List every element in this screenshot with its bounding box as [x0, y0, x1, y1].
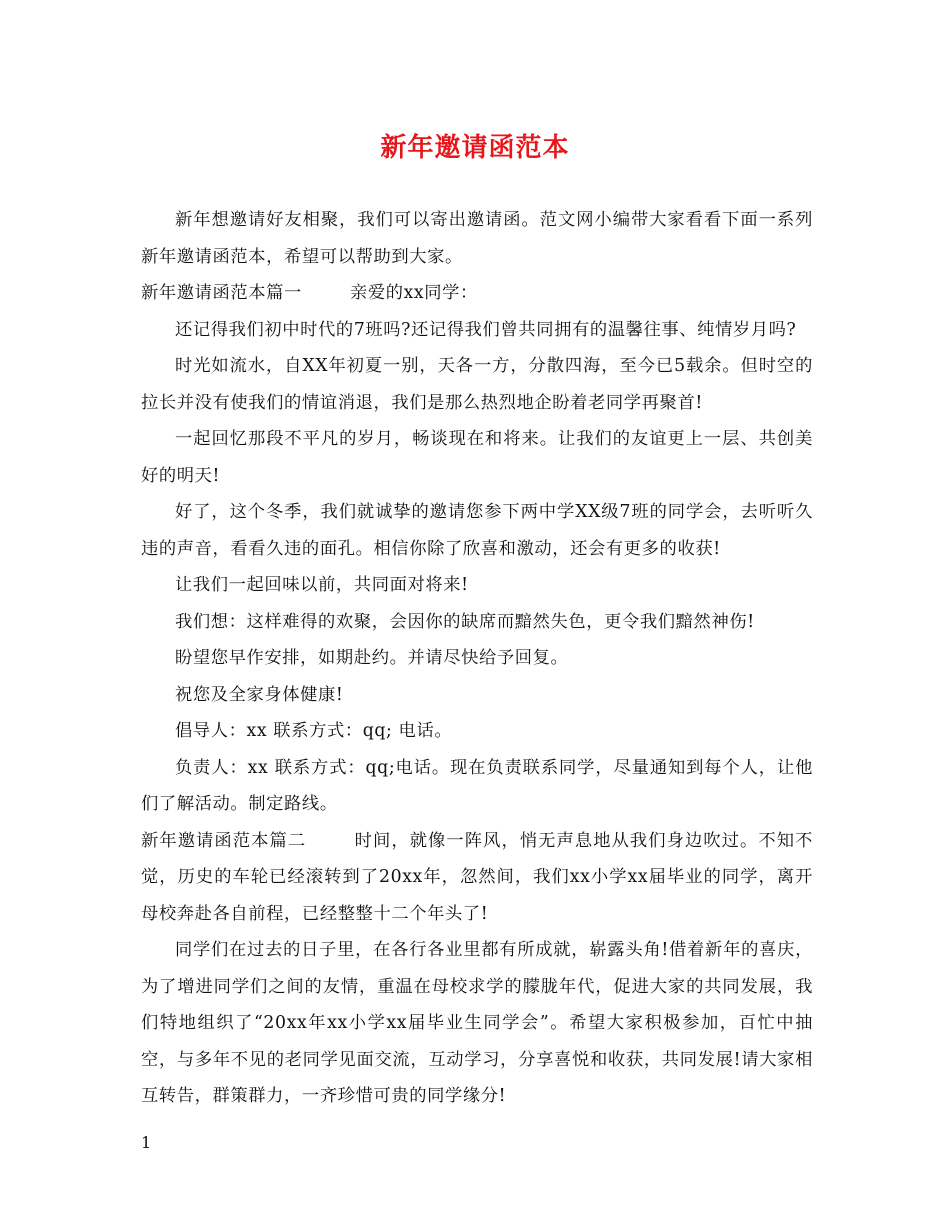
paragraph: 盼望您早作安排，如期赴约。并请尽快给予回复。 [175, 648, 569, 668]
section1-heading: 新年邀请函范本篇一 [141, 283, 302, 303]
intro-paragraph: 新年想邀请好友相聚，我们可以寄出邀请函。范文网小编带大家看看下面一系列新年邀请函范本，希望可以帮助到大家。 [141, 210, 813, 267]
page-number: 1 [141, 1133, 152, 1152]
section2-lead: 时间，就像一阵风，悄无声息地从我们身边吹过。不知不觉，历史的车轮已经滚转到了20xx年，忽然间，我们xx小学xx届毕业的同学，离开母校奔赴各自前程，已经整整十二个年头了! [141, 830, 813, 924]
section1-heading-line [141, 275, 813, 312]
section2-heading: 新年邀请函范本篇二 [141, 830, 307, 851]
document-body [141, 202, 813, 1115]
document-title: 新年邀请函范本 [380, 133, 570, 163]
paragraph: 时光如流水，自XX年初夏一别，天各一方，分散四海，至今已5载余。但时空的拉长并没有使我们的情谊消退，我们是那么热烈地企盼着老同学再聚首! [141, 356, 813, 413]
paragraph: 好了，这个冬季，我们就诚挚的邀请您参下两中学XX级7班的同学会，去听听久违的声音，看看久违的面孔。相信你除了欣喜和激动，还会有更多的收获! [141, 502, 813, 559]
organizer-line: 负责人：xx 联系方式：qq;电话。现在负责联系同学，尽量通知到每个人，让他们了解活动。制定路线。 [141, 757, 813, 814]
paragraph: 祝您及全家身体健康! [175, 684, 344, 705]
paragraph: 一起回忆那段不平凡的岁月，畅谈现在和将来。让我们的友谊更上一层、共创美好的明天! [141, 429, 813, 486]
section1-greeting: 亲爱的xx同学： [349, 283, 478, 303]
paragraph: 让我们一起回味以前，共同面对将来! [175, 575, 469, 595]
paragraph: 同学们在过去的日子里，在各行各业里都有所成就，崭露头角!借着新年的喜庆，为了增进同学们之间的友情，重温在母校求学的朦胧年代，促进大家的共同发展，我们特地组织了“20xx年xx小学xx届毕业生同学会”。希望大家积极参加，百忙中抽空，与多年不见的老同学见面交流，互动学习，分享喜悦和收获，共同发展!请大家相互转告，群策群力，一齐珍惜可贵的同学缘分! [141, 940, 813, 1106]
paragraph: 我们想：这样难得的欢聚，会因你的缺席而黯然失色，更令我们黯然神伤! [175, 611, 755, 632]
initiator-line: 倡导人：xx 联系方式：qq; 电话。 [175, 721, 453, 741]
paragraph: 还记得我们初中时代的7班吗?还记得我们曾共同拥有的温馨往事、纯情岁月吗? [175, 319, 797, 340]
section2-heading-line [141, 823, 813, 933]
